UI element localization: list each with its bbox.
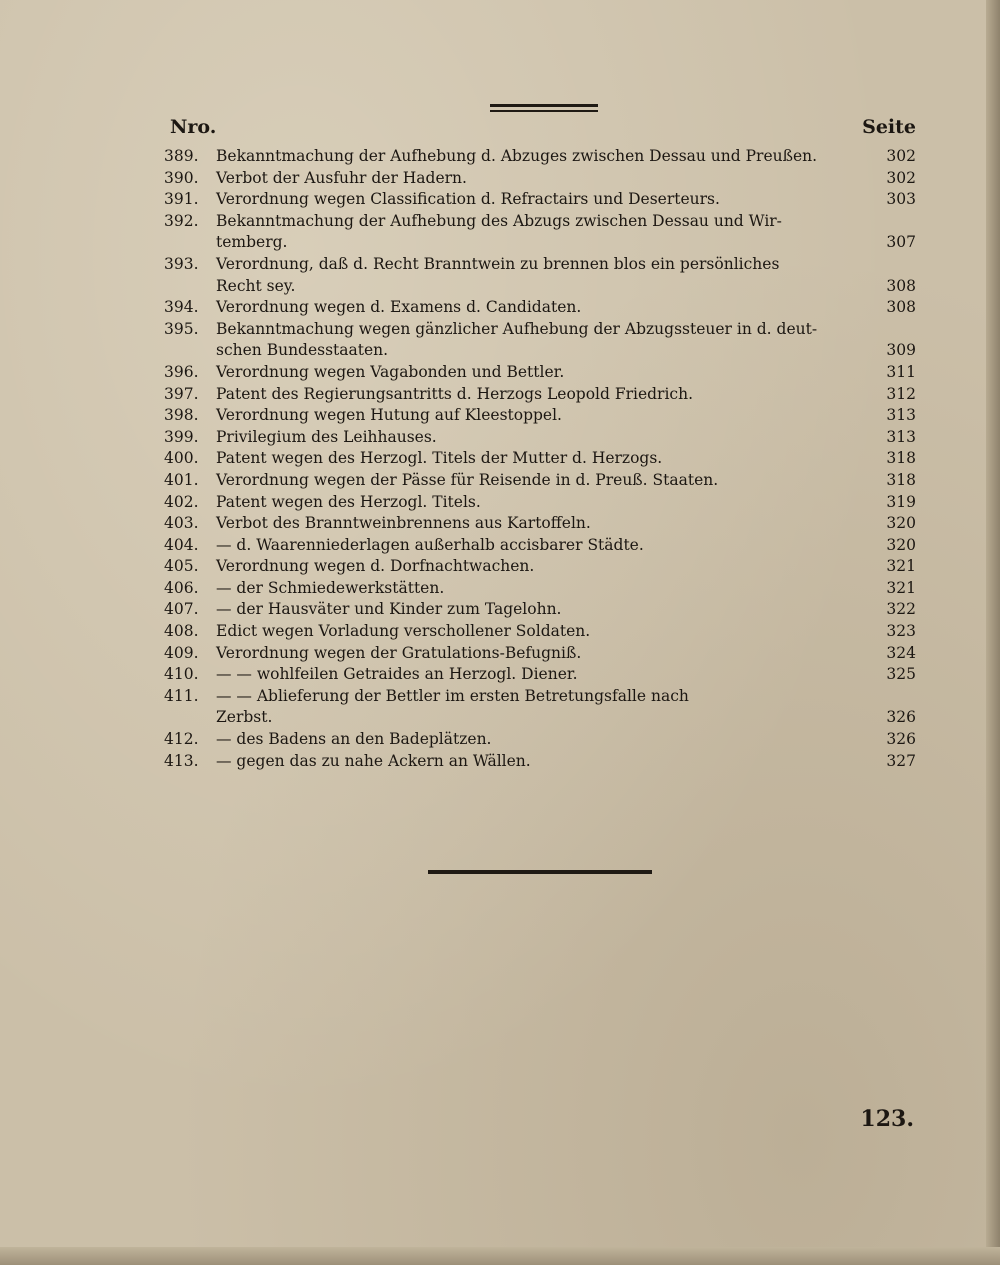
entry-title: Verordnung wegen der Gratulations-Befugniß. xyxy=(216,643,582,662)
bottom-rule xyxy=(428,870,652,874)
entry-title: — des Badens an den Badeplätzen. xyxy=(216,730,492,749)
toc-entry xyxy=(164,621,916,643)
entry-body xyxy=(216,427,916,449)
entry-number: 407. xyxy=(164,600,199,619)
entry-title: Verordnung, daß d. Recht Branntwein zu brennen blos ein persönliches xyxy=(216,254,780,273)
top-ornamental-rule xyxy=(490,104,598,112)
entry-number: 404. xyxy=(164,535,199,554)
toc-entry xyxy=(164,211,916,254)
page-edge-bottom xyxy=(0,1247,1000,1265)
column-header-page: Seite xyxy=(862,116,916,138)
entry-title: Patent wegen des Herzogl. Titels der Mutter d. Herzogs. xyxy=(216,449,663,468)
entry-title: Patent des Regierungsantritts d. Herzogs Leopold Friedrich. xyxy=(216,384,694,403)
toc-entry xyxy=(164,146,916,168)
entry-title: — — Ablieferung der Bettler im ersten Betretungsfalle nach xyxy=(216,686,689,705)
toc-entry xyxy=(164,578,916,600)
entry-body xyxy=(216,621,916,643)
entry-body xyxy=(216,405,916,427)
entry-page: 302 xyxy=(886,147,916,165)
entry-body xyxy=(216,448,916,470)
column-header-number: Nro. xyxy=(170,116,217,138)
toc-entry xyxy=(164,686,916,729)
entry-page: 318 xyxy=(886,470,916,489)
entry-page: 303 xyxy=(886,190,916,209)
entry-page: 311 xyxy=(886,362,916,381)
entry-page: 321 xyxy=(886,578,916,597)
entry-title: Verordnung wegen d. Examens d. Candidaten. xyxy=(216,298,582,317)
toc-entry xyxy=(164,492,916,514)
entry-page: 320 xyxy=(886,535,916,554)
toc-entry xyxy=(164,405,916,427)
entry-body xyxy=(216,254,916,297)
entry-body xyxy=(216,470,916,492)
entry-title: Verordnung wegen Vagabonden und Bettler. xyxy=(216,362,565,381)
entry-title: Verordnung wegen d. Dorfnachtwachen. xyxy=(216,557,535,576)
entry-page: 322 xyxy=(886,600,916,619)
entry-page: 307 xyxy=(886,233,916,252)
entry-page: 326 xyxy=(886,730,916,749)
entry-page: 325 xyxy=(886,665,916,684)
table-of-contents xyxy=(164,146,916,772)
entry-number: 393. xyxy=(164,254,199,273)
entry-body xyxy=(216,535,916,557)
entry-body xyxy=(216,492,916,514)
entry-body xyxy=(216,578,916,600)
entry-number: 402. xyxy=(164,492,199,511)
entry-page: 318 xyxy=(886,449,916,468)
toc-entry xyxy=(164,297,916,319)
entry-page: 324 xyxy=(886,643,916,662)
entry-title-continuation: schen Bundesstaaten. xyxy=(216,341,389,360)
entry-page: 308 xyxy=(886,298,916,317)
entry-body xyxy=(216,686,916,729)
entry-number: 397. xyxy=(164,384,199,403)
toc-entry xyxy=(164,599,916,621)
entry-number: 390. xyxy=(164,168,199,187)
entry-body xyxy=(216,513,916,535)
toc-entry xyxy=(164,427,916,449)
entry-number: 412. xyxy=(164,730,199,749)
toc-entry xyxy=(164,319,916,362)
entry-body xyxy=(216,729,916,751)
toc-entry xyxy=(164,448,916,470)
entry-title: — gegen das zu nahe Ackern an Wällen. xyxy=(216,751,531,770)
entry-page: 319 xyxy=(886,492,916,511)
page-number: 123. xyxy=(860,1106,914,1132)
entry-body xyxy=(216,297,916,319)
entry-number: 411. xyxy=(164,686,199,705)
entry-page: 320 xyxy=(886,514,916,533)
entry-title: Privilegium des Leihhauses. xyxy=(216,427,437,446)
entry-title: Verordnung wegen Classification d. Refractairs und Deserteurs. xyxy=(216,190,720,209)
entry-body xyxy=(216,384,916,406)
toc-entry xyxy=(164,729,916,751)
entry-number: 392. xyxy=(164,211,199,230)
entry-title: Bekanntmachung der Aufhebung d. Abzuges zwischen Dessau und Preußen. xyxy=(216,147,818,165)
toc-entry xyxy=(164,751,916,773)
entry-body xyxy=(216,319,916,362)
toc-entry xyxy=(164,384,916,406)
toc-entry xyxy=(164,254,916,297)
entry-number: 396. xyxy=(164,362,199,381)
toc-entry xyxy=(164,535,916,557)
entry-number: 391. xyxy=(164,190,199,209)
entry-body xyxy=(216,664,916,686)
entry-page: 327 xyxy=(886,751,916,770)
entry-title-continuation: temberg. xyxy=(216,233,288,252)
entry-title: — d. Waarenniederlagen außerhalb accisbarer Städte. xyxy=(216,535,644,554)
entry-title-continuation: Zerbst. xyxy=(216,708,273,727)
toc-entry xyxy=(164,556,916,578)
entry-number: 389. xyxy=(164,147,199,165)
entry-page: 321 xyxy=(886,557,916,576)
entry-title-continuation: Recht sey. xyxy=(216,276,296,295)
entry-number: 395. xyxy=(164,319,199,338)
entry-title: Verordnung wegen der Pässe für Reisende in d. Preuß. Staaten. xyxy=(216,470,719,489)
entry-body xyxy=(216,146,916,168)
entry-page: 308 xyxy=(886,276,916,295)
entry-number: 403. xyxy=(164,514,199,533)
toc-entry xyxy=(164,470,916,492)
entry-title: Patent wegen des Herzogl. Titels. xyxy=(216,492,481,511)
entry-number: 394. xyxy=(164,298,199,317)
toc-entry xyxy=(164,643,916,665)
toc-entry xyxy=(164,664,916,686)
toc-entry xyxy=(164,362,916,384)
entry-title: Verbot des Branntweinbrennens aus Kartoffeln. xyxy=(216,514,591,533)
entry-page: 302 xyxy=(886,168,916,187)
entry-body xyxy=(216,189,916,211)
entry-title: — — wohlfeilen Getraides an Herzogl. Diener. xyxy=(216,665,578,684)
entry-page: 312 xyxy=(886,384,916,403)
entry-page: 309 xyxy=(886,341,916,360)
entry-body xyxy=(216,556,916,578)
entry-title: Verordnung wegen Hutung auf Kleestoppel. xyxy=(216,406,562,425)
entry-number: 406. xyxy=(164,578,199,597)
entry-title: Bekanntmachung der Aufhebung des Abzugs zwischen Dessau und Wir- xyxy=(216,211,782,230)
entry-body xyxy=(216,211,916,254)
entry-number: 408. xyxy=(164,622,199,641)
entry-title: Edict wegen Vorladung verschollener Soldaten. xyxy=(216,622,591,641)
toc-entry xyxy=(164,168,916,190)
entry-body xyxy=(216,168,916,190)
entry-number: 413. xyxy=(164,751,199,770)
entry-body xyxy=(216,751,916,773)
entry-title: Bekanntmachung wegen gänzlicher Aufhebung der Abzugssteuer in d. deut- xyxy=(216,319,818,338)
entry-title: — der Schmiedewerkstätten. xyxy=(216,578,445,597)
entry-page: 313 xyxy=(886,406,916,425)
entry-number: 410. xyxy=(164,665,199,684)
entry-body xyxy=(216,362,916,384)
entry-page: 313 xyxy=(886,427,916,446)
entry-number: 400. xyxy=(164,449,199,468)
entry-page: 326 xyxy=(886,708,916,727)
toc-entry xyxy=(164,189,916,211)
entry-title: Verbot der Ausfuhr der Hadern. xyxy=(216,168,467,187)
entry-page: 323 xyxy=(886,622,916,641)
entry-number: 405. xyxy=(164,557,199,576)
page-edge-right xyxy=(986,0,1000,1265)
entry-title: — der Hausväter und Kinder zum Tagelohn. xyxy=(216,600,562,619)
toc-entry xyxy=(164,513,916,535)
entry-number: 409. xyxy=(164,643,199,662)
entry-number: 399. xyxy=(164,427,199,446)
entry-number: 401. xyxy=(164,470,199,489)
entry-body xyxy=(216,643,916,665)
entry-body xyxy=(216,599,916,621)
entry-number: 398. xyxy=(164,406,199,425)
